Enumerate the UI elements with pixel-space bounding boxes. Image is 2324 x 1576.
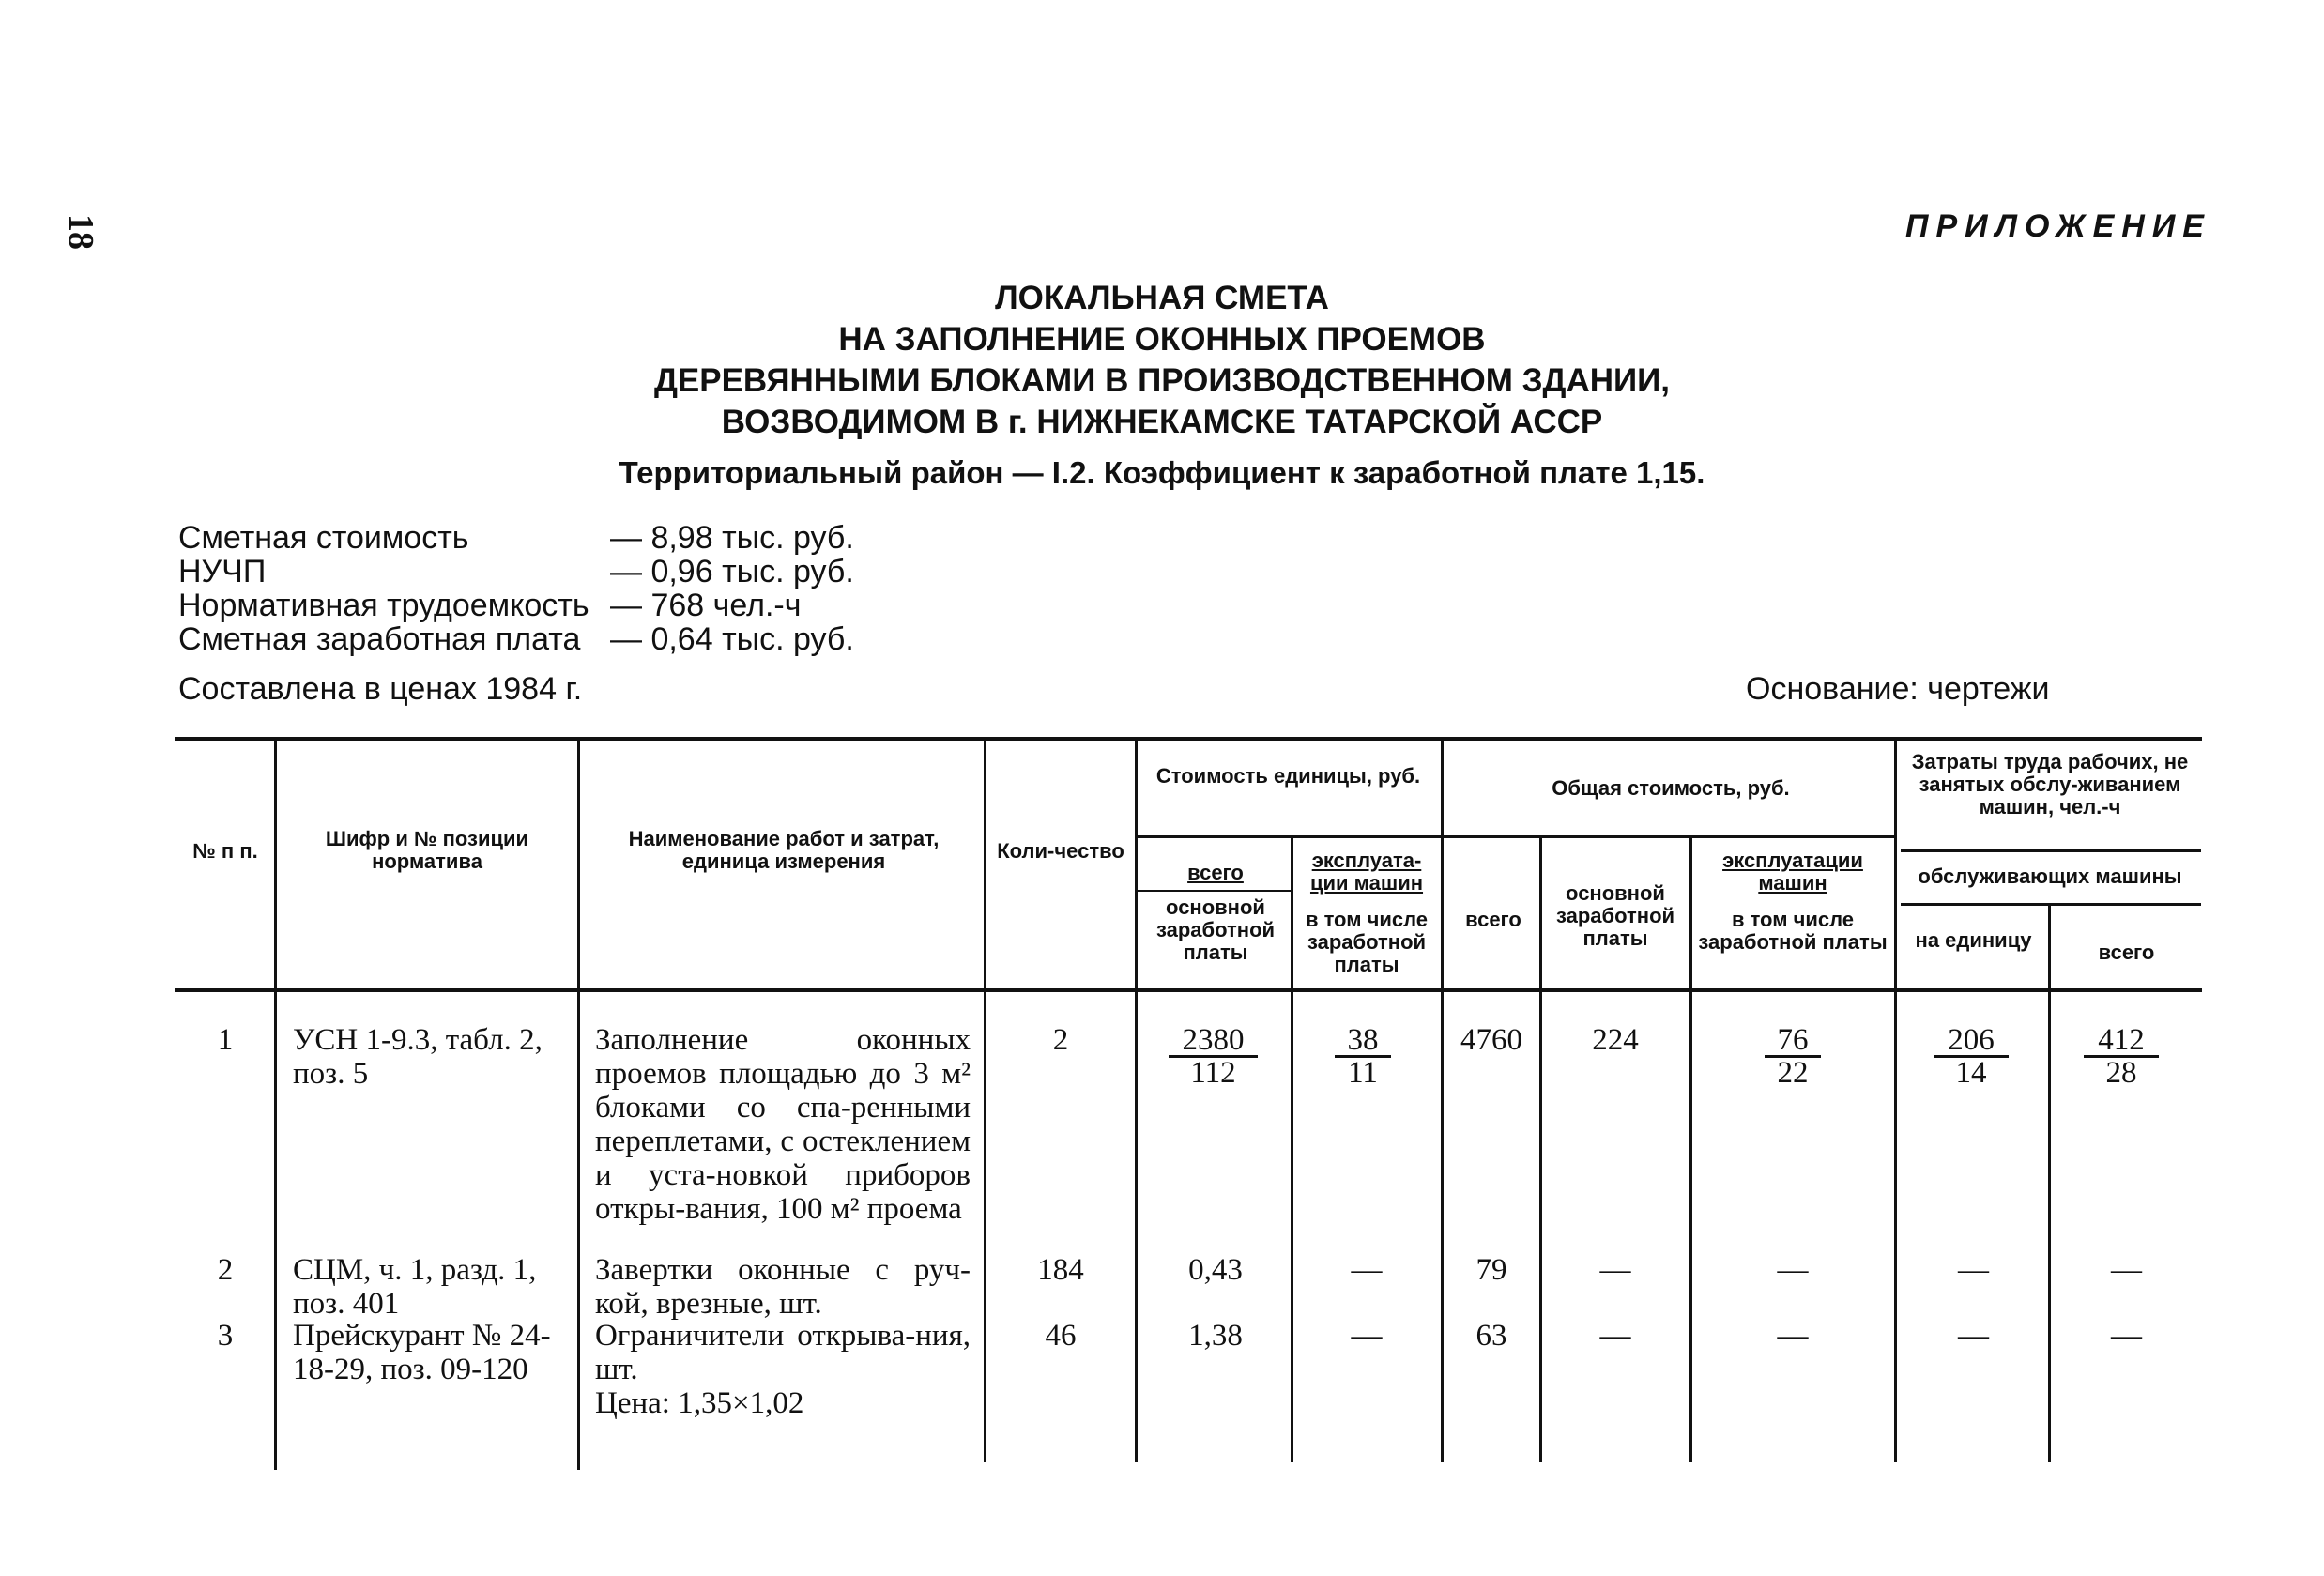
header-unit-cost: Стоимость единицы, руб. [1155, 764, 1421, 788]
row1-total-all: 4760 [1460, 1023, 1522, 1057]
row1-total-mach-wage: 22 [1777, 1056, 1809, 1090]
summary-label: Нормативная трудоемкость [178, 588, 589, 623]
row1-unit-cost [1169, 1025, 1258, 1088]
header-total-wage: основной заработной платы [1555, 881, 1675, 950]
document-title [0, 278, 2324, 443]
subtitle: Территориальный район — I.2. Коэффициент к заработной плате 1,15. [619, 455, 1705, 490]
row2-name: Завертки оконные с руч-кой, врезные, шт. [595, 1253, 971, 1321]
header-total-mach: эксплуатации машин [1722, 849, 1863, 895]
title-line: ВОЗВОДИМОМ В г. НИЖНЕКАМСКЕ ТАТАРСКОЙ АССР [721, 404, 1603, 440]
header-labor-total: всего [2098, 941, 2155, 964]
summary-label: Сметная стоимость [178, 520, 469, 556]
header-unit-total: всего [1187, 861, 1244, 884]
title-line: НА ЗАПОЛНЕНИЕ ОКОННЫХ ПРОЕМОВ [838, 321, 1486, 358]
title-line: ДЕРЕВЯННЫМИ БЛОКАМИ В ПРОИЗВОДСТВЕННОМ ЗДАНИИ, [653, 362, 1671, 399]
row1-unit-wage: 112 [1190, 1056, 1236, 1090]
header-code: Шифр и № позиции норматива [325, 827, 529, 873]
row2-unit-total: 0,43 [1188, 1253, 1243, 1287]
row3-qty: 46 [1045, 1319, 1077, 1353]
row1-qty: 2 [1052, 1023, 1069, 1057]
row1-labor-unit: 206 [1934, 1025, 2009, 1058]
row2-code: СЦМ, ч. 1, разд. 1, поз. 401 [293, 1253, 537, 1321]
row1-total-mach-frac [1765, 1025, 1821, 1088]
summary-label: НУЧП [178, 554, 267, 589]
row1-total-mach: 76 [1765, 1025, 1821, 1058]
row3-unit-mach: — [1351, 1319, 1383, 1353]
summary-value: — 0,64 тыс. руб. [610, 621, 854, 657]
row2-total-mach: — [1777, 1253, 1809, 1287]
row1-name: Заполнение оконных проемов площадью до 3 м² блоками со спа-ренными переплетами, с остеклением и уста-новкой приборов откры-вания, 100 м² проема [595, 1023, 971, 1226]
row1-labor-total: 412 [2084, 1025, 2159, 1058]
prices-note: Составлена в ценах 1984 г. [178, 671, 583, 707]
row3-labor-total: — [2111, 1319, 2142, 1353]
row1-labor-unit-mach: 14 [1955, 1056, 1987, 1090]
row1-unit-mach-frac [1335, 1025, 1391, 1088]
row2-labor-total: — [2111, 1253, 2142, 1287]
summary-row [178, 521, 854, 555]
summary-block [178, 521, 854, 656]
row2-total-all: 79 [1475, 1253, 1507, 1287]
summary-label: Сметная заработная плата [178, 621, 581, 657]
row3-total-all: 63 [1475, 1319, 1507, 1353]
row3-name: Ограничители открыва-ния, шт. [595, 1319, 971, 1386]
summary-value: — 768 чел.-ч [610, 588, 802, 623]
header-labor: Затраты труда рабочих, не занятых обслу-живанием машин, чел.-ч [1911, 750, 2189, 819]
row2-total-wage: — [1599, 1253, 1631, 1287]
summary-row [178, 555, 854, 589]
row1-unit-mach-wage: 11 [1348, 1056, 1378, 1090]
header-qty: Коли-чество [997, 839, 1124, 863]
header-unit-wage: основной заработной платы [1155, 895, 1276, 964]
row1-code: УСН 1-9.3, табл. 2, поз. 5 [293, 1023, 543, 1091]
title-line: ЛОКАЛЬНАЯ СМЕТА [995, 280, 1329, 316]
row1-unit-total: 2380 [1169, 1025, 1258, 1058]
row2-num: 2 [217, 1253, 234, 1287]
row2-qty: 184 [1037, 1253, 1084, 1287]
row1-labor-unit-frac [1934, 1025, 2009, 1088]
row1-total-wage: 224 [1592, 1023, 1639, 1057]
header-total-cost: Общая стоимость, руб. [1552, 776, 1790, 800]
appendix-label: ПРИЛОЖЕНИЕ [1905, 208, 2211, 244]
header-labor-service: обслуживающих машины [1918, 865, 2182, 888]
row1-unit-mach: 38 [1335, 1025, 1391, 1058]
row2-labor-unit: — [1958, 1253, 1989, 1287]
row3-total-wage: — [1599, 1319, 1631, 1353]
header-total-mach-wage: в том числе заработной платы [1698, 908, 1888, 954]
header-name: Наименование работ и затрат, единица измерения [628, 827, 940, 873]
summary-row [178, 622, 854, 656]
row2-unit-mach: — [1351, 1253, 1383, 1287]
row3-name-extra: Цена: 1,35×1,02 [595, 1386, 804, 1420]
header-unit-mach-wage: в том числе заработной платы [1305, 908, 1429, 976]
summary-row [178, 589, 854, 622]
page-number: 18 [61, 214, 100, 250]
header-labor-unit: на единицу [1915, 928, 2032, 952]
header-unit-mach: эксплуата-ции машин [1309, 849, 1424, 895]
summary-value: — 0,96 тыс. руб. [610, 554, 854, 589]
header-num: № п п. [192, 839, 258, 863]
row3-total-mach: — [1777, 1319, 1809, 1353]
row3-code: Прейскурант № 24-18-29, поз. 09-120 [293, 1319, 551, 1386]
row3-labor-unit: — [1958, 1319, 1989, 1353]
row1-num: 1 [217, 1023, 234, 1057]
header-total-all: всего [1465, 908, 1521, 931]
row1-labor-total-frac [2084, 1025, 2159, 1088]
row3-num: 3 [217, 1319, 234, 1353]
row3-unit-total: 1,38 [1188, 1319, 1243, 1353]
basis-note: Основание: чертежи [1746, 671, 2050, 707]
row1-labor-total-mach: 28 [2105, 1056, 2137, 1090]
summary-value: — 8,98 тыс. руб. [610, 520, 854, 556]
